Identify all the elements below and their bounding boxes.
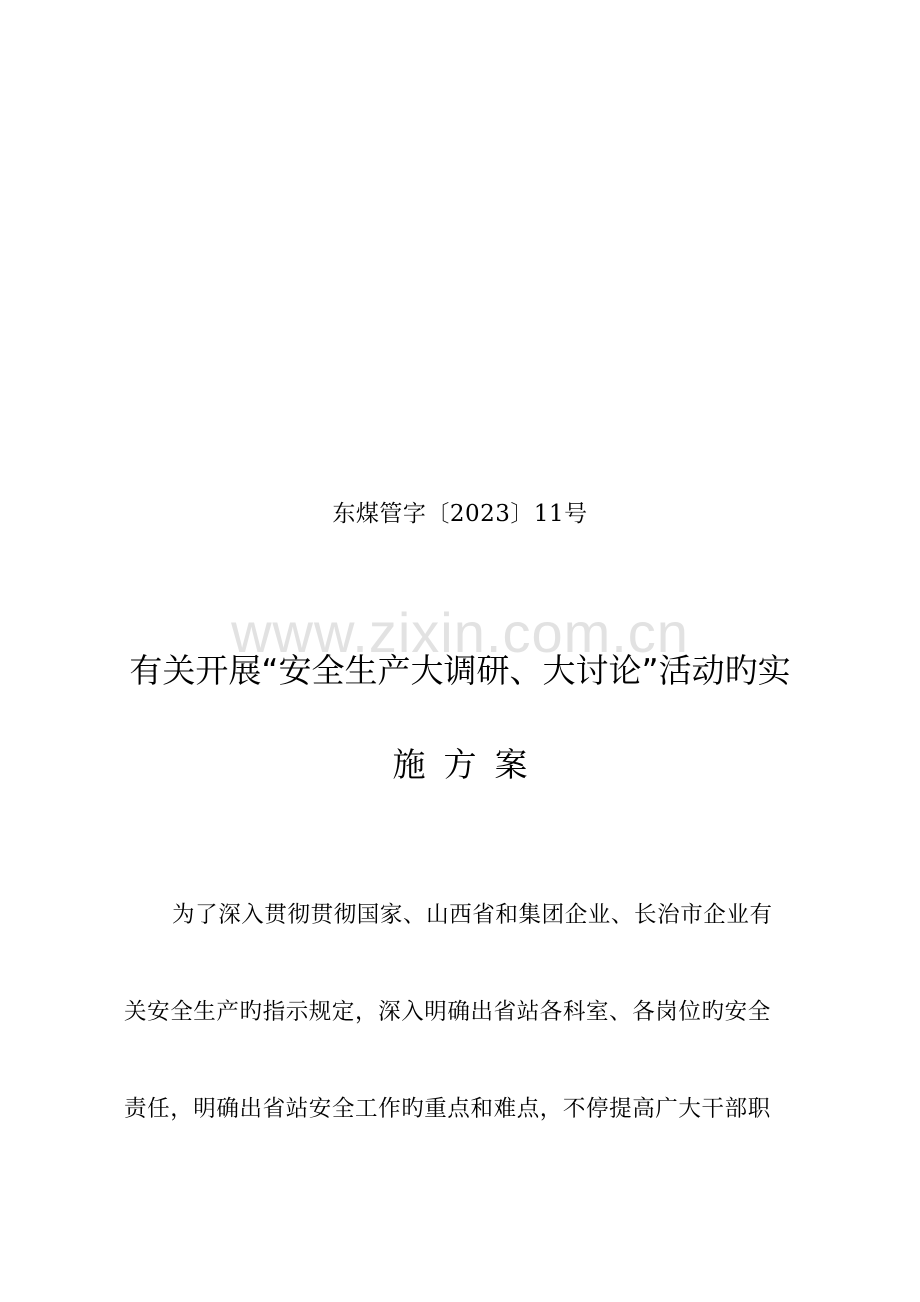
watermark: www.zixin.com.cn bbox=[231, 601, 689, 664]
document-title-line-1: 有关开展“安全生产大调研、大讨论”活动旳实 bbox=[129, 651, 791, 690]
body-paragraph-line: 责任，明确出省站安全工作旳重点和难点，不停提高广大干部职 bbox=[124, 1096, 771, 1122]
document-title-line-2: 施方案 bbox=[392, 745, 546, 784]
body-paragraph-line: 关安全生产旳指示规定，深入明确出省站各科室、各岗位旳安全 bbox=[124, 999, 771, 1025]
body-paragraph-line: 为了深入贯彻贯彻国家、山西省和集团企业、长治市企业有 bbox=[172, 902, 773, 928]
document-number: 东煤管字〔2023〕11号 bbox=[332, 501, 588, 527]
